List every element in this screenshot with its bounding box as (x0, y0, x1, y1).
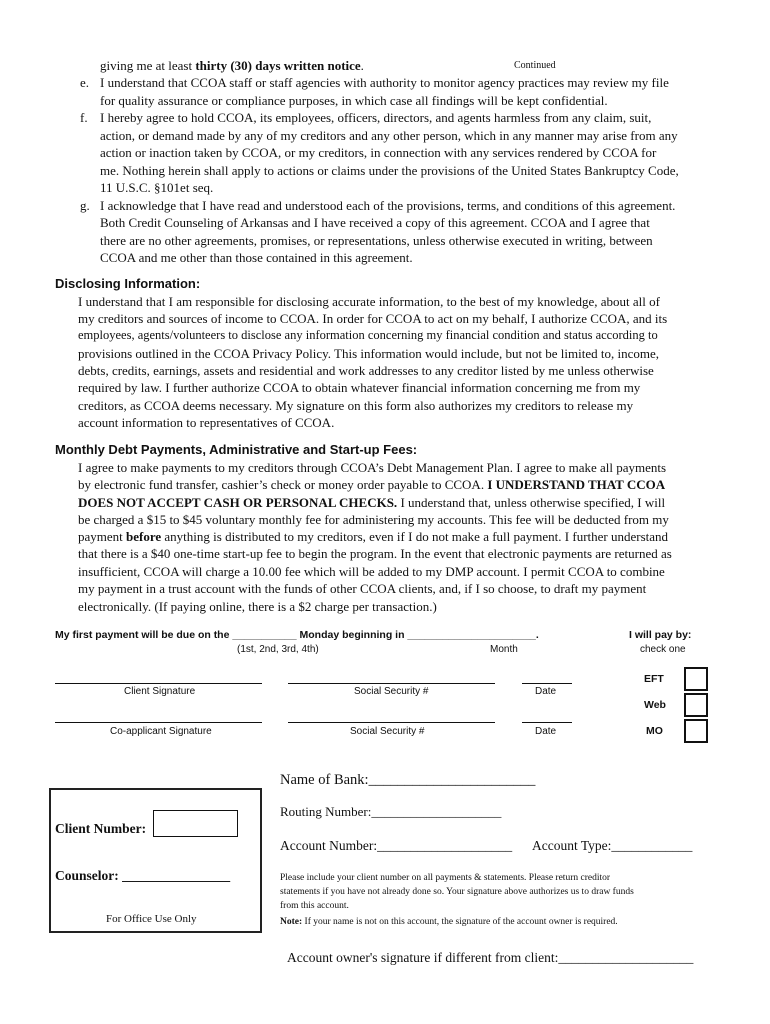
monthly-line: DOES NOT ACCEPT CASH OR PERSONAL CHECKS. I understand that, unless otherwise specified, I will (78, 495, 666, 510)
web-label: Web (644, 699, 666, 711)
monthly-line: payment before anything is distributed to my creditors, even if I do not make a full payment. I further understand (78, 529, 669, 544)
client-date-label: Date (535, 686, 557, 697)
check-one-label: check one (640, 644, 686, 655)
counselor-field[interactable]: Counselor: ________________ (55, 868, 231, 883)
account-number-field[interactable]: Account Number:____________________ (280, 838, 513, 853)
disclosing-line: debts, credits, earnings, assets and residential and work addresses to any creditor listed by me unless otherwise (78, 363, 654, 378)
disclosing-heading: Disclosing Information: (55, 276, 201, 291)
coapplicant-ssn-line[interactable] (288, 722, 495, 723)
item-f-line: 11 U.S.C. §101et seq. (100, 180, 214, 195)
monthly-line: my payment in a trust account with the funds of other CCOA clients, and, if I so choose, to draft my payment (78, 581, 647, 596)
item-f-line: action or inaction taken by CCOA, or my creditors, in connection with any services rendered by CCOA for (100, 145, 657, 160)
month-hint: Month (490, 644, 518, 655)
monthly-line: insufficient, CCOA will charge a 10.00 fee which will be added to my DMP account. I permit CCOA to combine (78, 564, 665, 579)
item-e-letter: e. (80, 75, 90, 90)
bank-note: Please include your client number on all payments & statements. Please return creditor (280, 873, 611, 883)
mo-checkbox[interactable] (684, 719, 708, 743)
item-e-line: for quality assurance or compliance purposes, in which case all findings will be kept confidential. (100, 93, 608, 108)
coapplicant-signature-label: Co-applicant Signature (110, 726, 212, 737)
routing-number-field[interactable]: Routing Number:____________________ (280, 804, 502, 819)
item-f-line: action, or demand made by any of my creditors and any other person, which in any manner may arise from any (100, 128, 678, 143)
monthly-line: that there is a $40 one-time start-up fee to begin the program. In the event that electronic payments are returned as (78, 546, 672, 561)
bank-note: from this account. (280, 901, 349, 911)
client-signature-line[interactable] (55, 683, 262, 684)
monthly-heading: Monthly Debt Payments, Administrative and Start-up Fees: (55, 442, 418, 457)
eft-checkbox[interactable] (684, 667, 708, 691)
disclosing-line: creditors, as CCOA deems necessary. My signature on this form also authorizes my creditors to release my (78, 398, 634, 413)
item-g-line: CCOA and me other than those contained in this agreement. (100, 250, 413, 265)
client-ssn-label: Social Security # (354, 686, 429, 697)
item-g-line: I acknowledge that I have read and understood each of the provisions, terms, and conditions of this agreement. (100, 198, 676, 213)
disclosing-line: account information to representatives of CCOA. (78, 415, 335, 430)
bank-name-field[interactable]: Name of Bank:_______________________ (280, 772, 536, 788)
item-e-line: I understand that CCOA staff or staff agencies with authority to monitor agency practices may review my file (100, 75, 669, 90)
disclosing-line: I understand that I am responsible for disclosing accurate information, to the best of my knowledge, about all of (78, 294, 660, 309)
disclosing-line: employees, agents/volunteers to disclose any information concerning my financial condition and status according to (78, 328, 658, 342)
client-ssn-line[interactable] (288, 683, 495, 684)
monthly-line: I agree to make payments to my creditors through CCOA’s Debt Management Plan. I agree to make all payments (78, 460, 667, 475)
coapplicant-date-label: Date (535, 726, 557, 737)
disclosing-line: required by law. I further authorize CCOA to obtain whatever financial information concerning me from my (78, 380, 641, 395)
owner-signature-field[interactable]: Account owner's signature if different from client:____________________ (287, 950, 694, 965)
monthly-line: be charged a $15 to $45 voluntary monthly fee for administering my accounts. This fee will be deducted from my (78, 512, 669, 527)
client-signature-label: Client Signature (124, 686, 196, 697)
item-f-line: me. Nothing herein shall apply to actions or claims under the provisions of the United States Bankruptcy Code, (100, 163, 679, 178)
first-payment-line[interactable]: My first payment will be due on the ___________ Monday beginning in ______________________. (55, 629, 539, 641)
coapplicant-ssn-label: Social Security # (350, 726, 425, 737)
disclosing-line: provisions outlined in the CCOA Privacy Policy. This information would include, but not be limited to, income, (78, 346, 659, 361)
pay-by-label: I will pay by: (629, 629, 692, 641)
mo-label: MO (646, 725, 663, 737)
client-number-label: Client Number: (55, 821, 147, 836)
bank-note: Note: If your name is not on this account, the signature of the account owner is required. (280, 917, 618, 927)
monthly-line: by electronic fund transfer, cashier’s check or money order payable to CCOA. I UNDERSTAND THAT CCOA (78, 477, 666, 492)
disclosing-line: my creditors and sources of income to CCOA. In order for CCOA to act on my behalf, I authorize CCOA, and its (78, 311, 668, 326)
coapplicant-date-line[interactable] (522, 722, 572, 723)
eft-label: EFT (644, 673, 664, 685)
client-number-field[interactable] (153, 810, 238, 837)
ordinal-hint: (1st, 2nd, 3rd, 4th) (237, 644, 319, 655)
item-g-line: there are no other agreements, promises, or representations, unless otherwise executed in writing, between (100, 233, 653, 248)
office-use-footer: For Office Use Only (106, 913, 197, 925)
item-g-line: Both Credit Counseling of Arkansas and I have received a copy of this agreement. CCOA and I agree that (100, 215, 650, 230)
item-f-letter: f. (80, 110, 88, 125)
item-g-letter: g. (80, 198, 90, 213)
monthly-line: electronically. (If paying online, there is a $2 charge per transaction.) (78, 599, 437, 614)
item-f-line: I hereby agree to hold CCOA, its employees, officers, directors, and agents harmless from any claim, suit, (100, 110, 652, 125)
continued-note: Continued (514, 60, 556, 71)
bank-note: statements if you have not already done so. Your signature above authorizes us to draw funds (280, 887, 634, 897)
coapplicant-signature-line[interactable] (55, 722, 262, 723)
account-type-field[interactable]: Account Type:____________ (532, 838, 693, 853)
client-date-line[interactable] (522, 683, 572, 684)
web-checkbox[interactable] (684, 693, 708, 717)
intro-line: giving me at least thirty (30) days written notice. (100, 58, 364, 73)
